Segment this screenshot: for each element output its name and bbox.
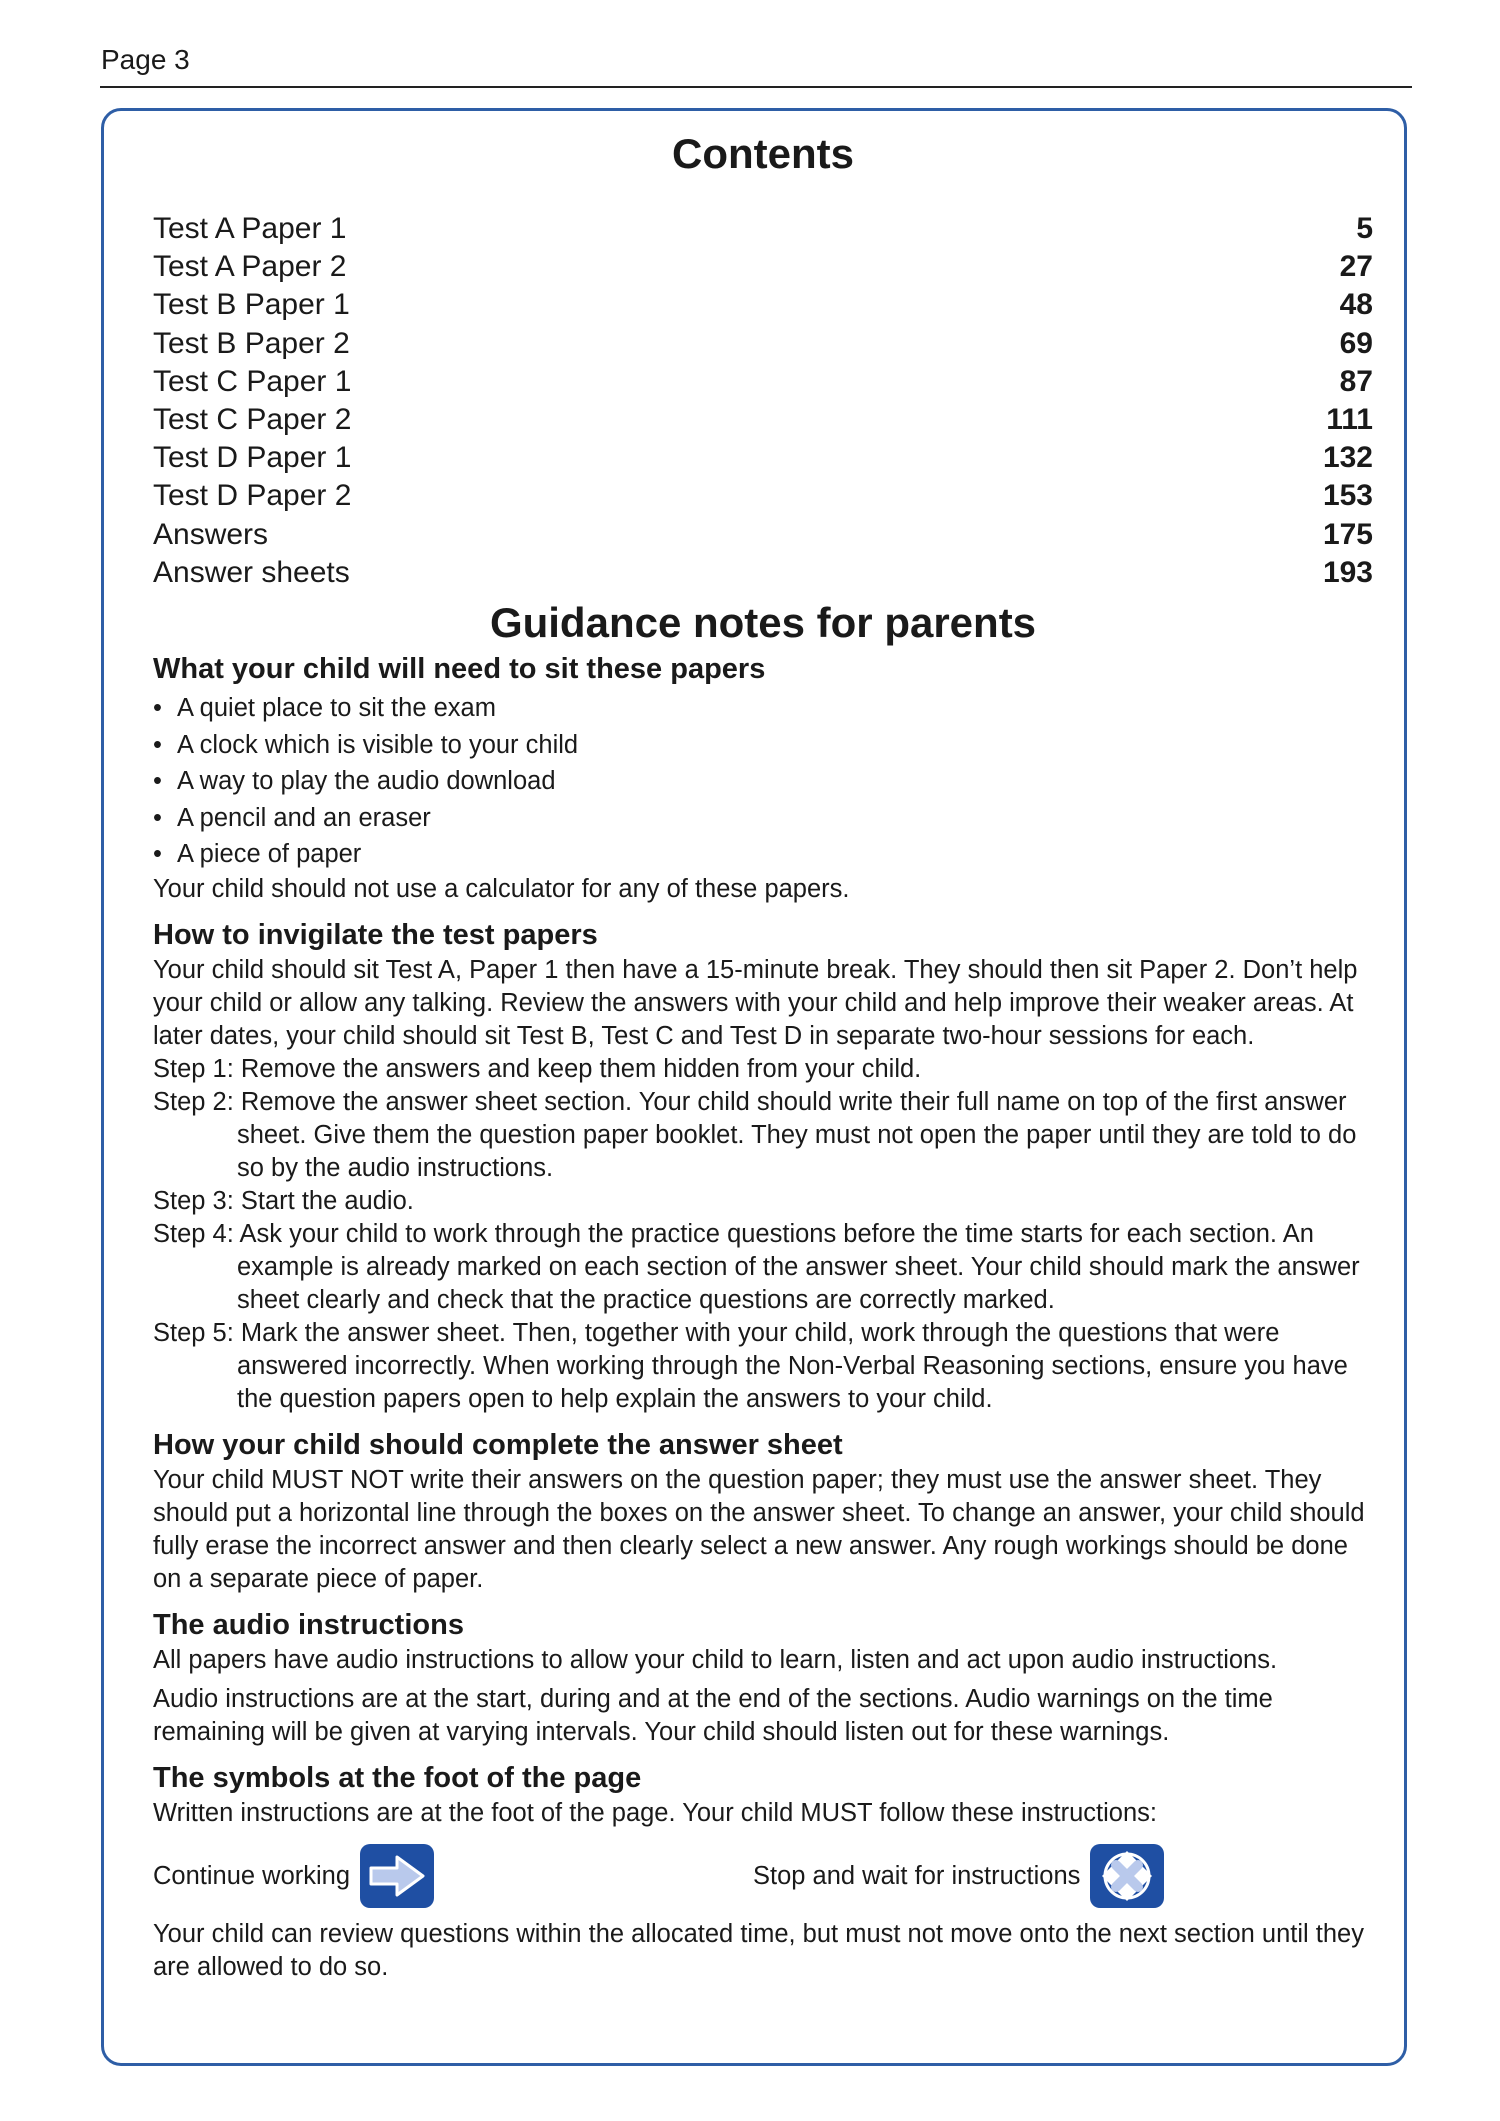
- calculator-note: Your child should not use a calculator for any of these papers.: [153, 875, 850, 903]
- audio-text-2: Audio instructions are at the start, during and at the end of the sections. Audio warnings on the time remaining will be given at varying intervals. Your child should listen out for these warnings.: [153, 1685, 1273, 1746]
- step-item: [153, 1185, 1373, 1218]
- toc-page-number: 69: [1339, 326, 1373, 360]
- toc-page-number: 153: [1322, 479, 1373, 513]
- toc-label: Test C Paper 1: [153, 364, 352, 398]
- toc-label: Answers: [153, 517, 269, 551]
- list-item: • A piece of paper: [153, 836, 1373, 873]
- step-item: [153, 1317, 1373, 1416]
- list-item: • A quiet place to sit the exam: [153, 690, 1373, 727]
- section-heading-need: What your child will need to sit these papers: [153, 653, 766, 686]
- guidance-title: Guidance notes for parents: [489, 599, 1037, 647]
- toc-page-number: 87: [1339, 364, 1373, 398]
- symbols-legend: [153, 1840, 1373, 1912]
- toc-page-number: 193: [1322, 555, 1373, 589]
- stop-label: Stop and wait for instructions: [753, 1861, 1081, 1890]
- list-item: • A clock which is visible to your child: [153, 727, 1373, 764]
- table-of-contents: [153, 210, 1373, 592]
- list-item: • A way to play the audio download: [153, 763, 1373, 800]
- section-heading-symbols: The symbols at the foot of the page: [153, 1762, 642, 1794]
- toc-entry[interactable]: [153, 210, 1373, 248]
- toc-label: Test B Paper 1: [153, 288, 350, 322]
- page-content: [153, 128, 1373, 1984]
- section-heading-invigilate: How to invigilate the test papers: [153, 919, 598, 951]
- step-text: Mark the answer sheet. Then, together with your child, work through the questions that were answered incorrectly. When working through the Non-Verbal Reasoning sections, ensure you have the question papers open to help explain the answers to your child.: [237, 1319, 1348, 1413]
- stop-symbol-row: [753, 1844, 1164, 1908]
- step-label: Step 1:: [153, 1055, 234, 1083]
- step-label: Step 4:: [153, 1220, 234, 1248]
- toc-entry[interactable]: [153, 477, 1373, 515]
- step-label: Step 2:: [153, 1088, 234, 1116]
- toc-entry[interactable]: [153, 286, 1373, 324]
- section-heading-audio: The audio instructions: [153, 1609, 464, 1641]
- toc-label: Test B Paper 2: [153, 326, 350, 360]
- continue-symbol-row: [153, 1844, 753, 1908]
- answer-sheet-text: Your child MUST NOT write their answers on the question paper; they must use the answer sheet. They should put a horizontal line through the boxes on the answer sheet. To change an answer, your child should fully erase the incorrect answer and then clearly select a new answer. Any rough workings should be done on a separate piece of paper.: [153, 1466, 1365, 1593]
- toc-page-number: 48: [1339, 288, 1373, 322]
- toc-entry[interactable]: [153, 554, 1373, 592]
- toc-entry[interactable]: [153, 516, 1373, 554]
- toc-label: Test A Paper 2: [153, 250, 347, 284]
- step-label: Step 5:: [153, 1319, 234, 1347]
- step-item: [153, 1053, 1373, 1086]
- invigilate-intro: Your child should sit Test A, Paper 1 then have a 15-minute break. They should then sit Paper 2. Don’t help your child or allow any talking. Review the answers with your child and help improve their weaker areas. At later dates, your child should sit Test B, Test C and Test D in separate two-hour sessions for each.: [153, 956, 1358, 1050]
- toc-page-number: 111: [1326, 403, 1373, 437]
- arrow-right-icon: [360, 1844, 434, 1908]
- toc-entry[interactable]: [153, 325, 1373, 363]
- step-item: [153, 1218, 1373, 1317]
- audio-text-1: All papers have audio instructions to allow your child to learn, listen and act upon audio instructions.: [153, 1646, 1278, 1674]
- toc-label: Test C Paper 2: [153, 403, 352, 437]
- closing-note: Your child can review questions within the allocated time, but must not move onto the next section until they are allowed to do so.: [153, 1920, 1364, 1981]
- contents-title: Contents: [672, 130, 854, 177]
- toc-page-number: 27: [1339, 250, 1373, 284]
- toc-label: Test D Paper 1: [153, 441, 352, 475]
- continue-label: Continue working: [153, 1861, 351, 1890]
- step-text: Start the audio.: [240, 1187, 414, 1215]
- toc-entry[interactable]: [153, 363, 1373, 401]
- toc-entry[interactable]: [153, 401, 1373, 439]
- toc-page-number: 175: [1322, 517, 1373, 551]
- step-label: Step 3:: [153, 1187, 234, 1215]
- steps-list: [153, 1053, 1373, 1416]
- page-number: Page 3: [101, 44, 190, 75]
- toc-entry[interactable]: [153, 439, 1373, 477]
- toc-label: Answer sheets: [153, 555, 350, 589]
- toc-label: Test A Paper 1: [153, 212, 347, 245]
- requirements-list: [153, 690, 1373, 873]
- toc-label: Test D Paper 2: [153, 479, 352, 513]
- step-text: Remove the answer sheet section. Your child should write their full name on top of the first answer sheet. Give them the question paper booklet. They must not open the paper until they are told to do so by the audio instructions.: [237, 1088, 1357, 1182]
- step-item: [153, 1086, 1373, 1185]
- stop-cross-icon: [1090, 1844, 1164, 1908]
- section-heading-answer-sheet: How your child should complete the answer sheet: [153, 1429, 843, 1461]
- step-text: Ask your child to work through the practice questions before the time starts for each section. An example is already marked on each section of the answer sheet. Your child should mark the answer sheet clearly and check that the practice questions are correctly marked.: [237, 1220, 1360, 1314]
- list-item: • A pencil and an eraser: [153, 800, 1373, 837]
- header-rule: [100, 86, 1412, 88]
- toc-page-number: 132: [1322, 441, 1373, 475]
- symbols-intro: Written instructions are at the foot of the page. Your child MUST follow these instructions:: [153, 1799, 1158, 1827]
- step-text: Remove the answers and keep them hidden from your child.: [240, 1055, 922, 1083]
- toc-page-number: 5: [1356, 212, 1373, 245]
- toc-entry[interactable]: [153, 248, 1373, 286]
